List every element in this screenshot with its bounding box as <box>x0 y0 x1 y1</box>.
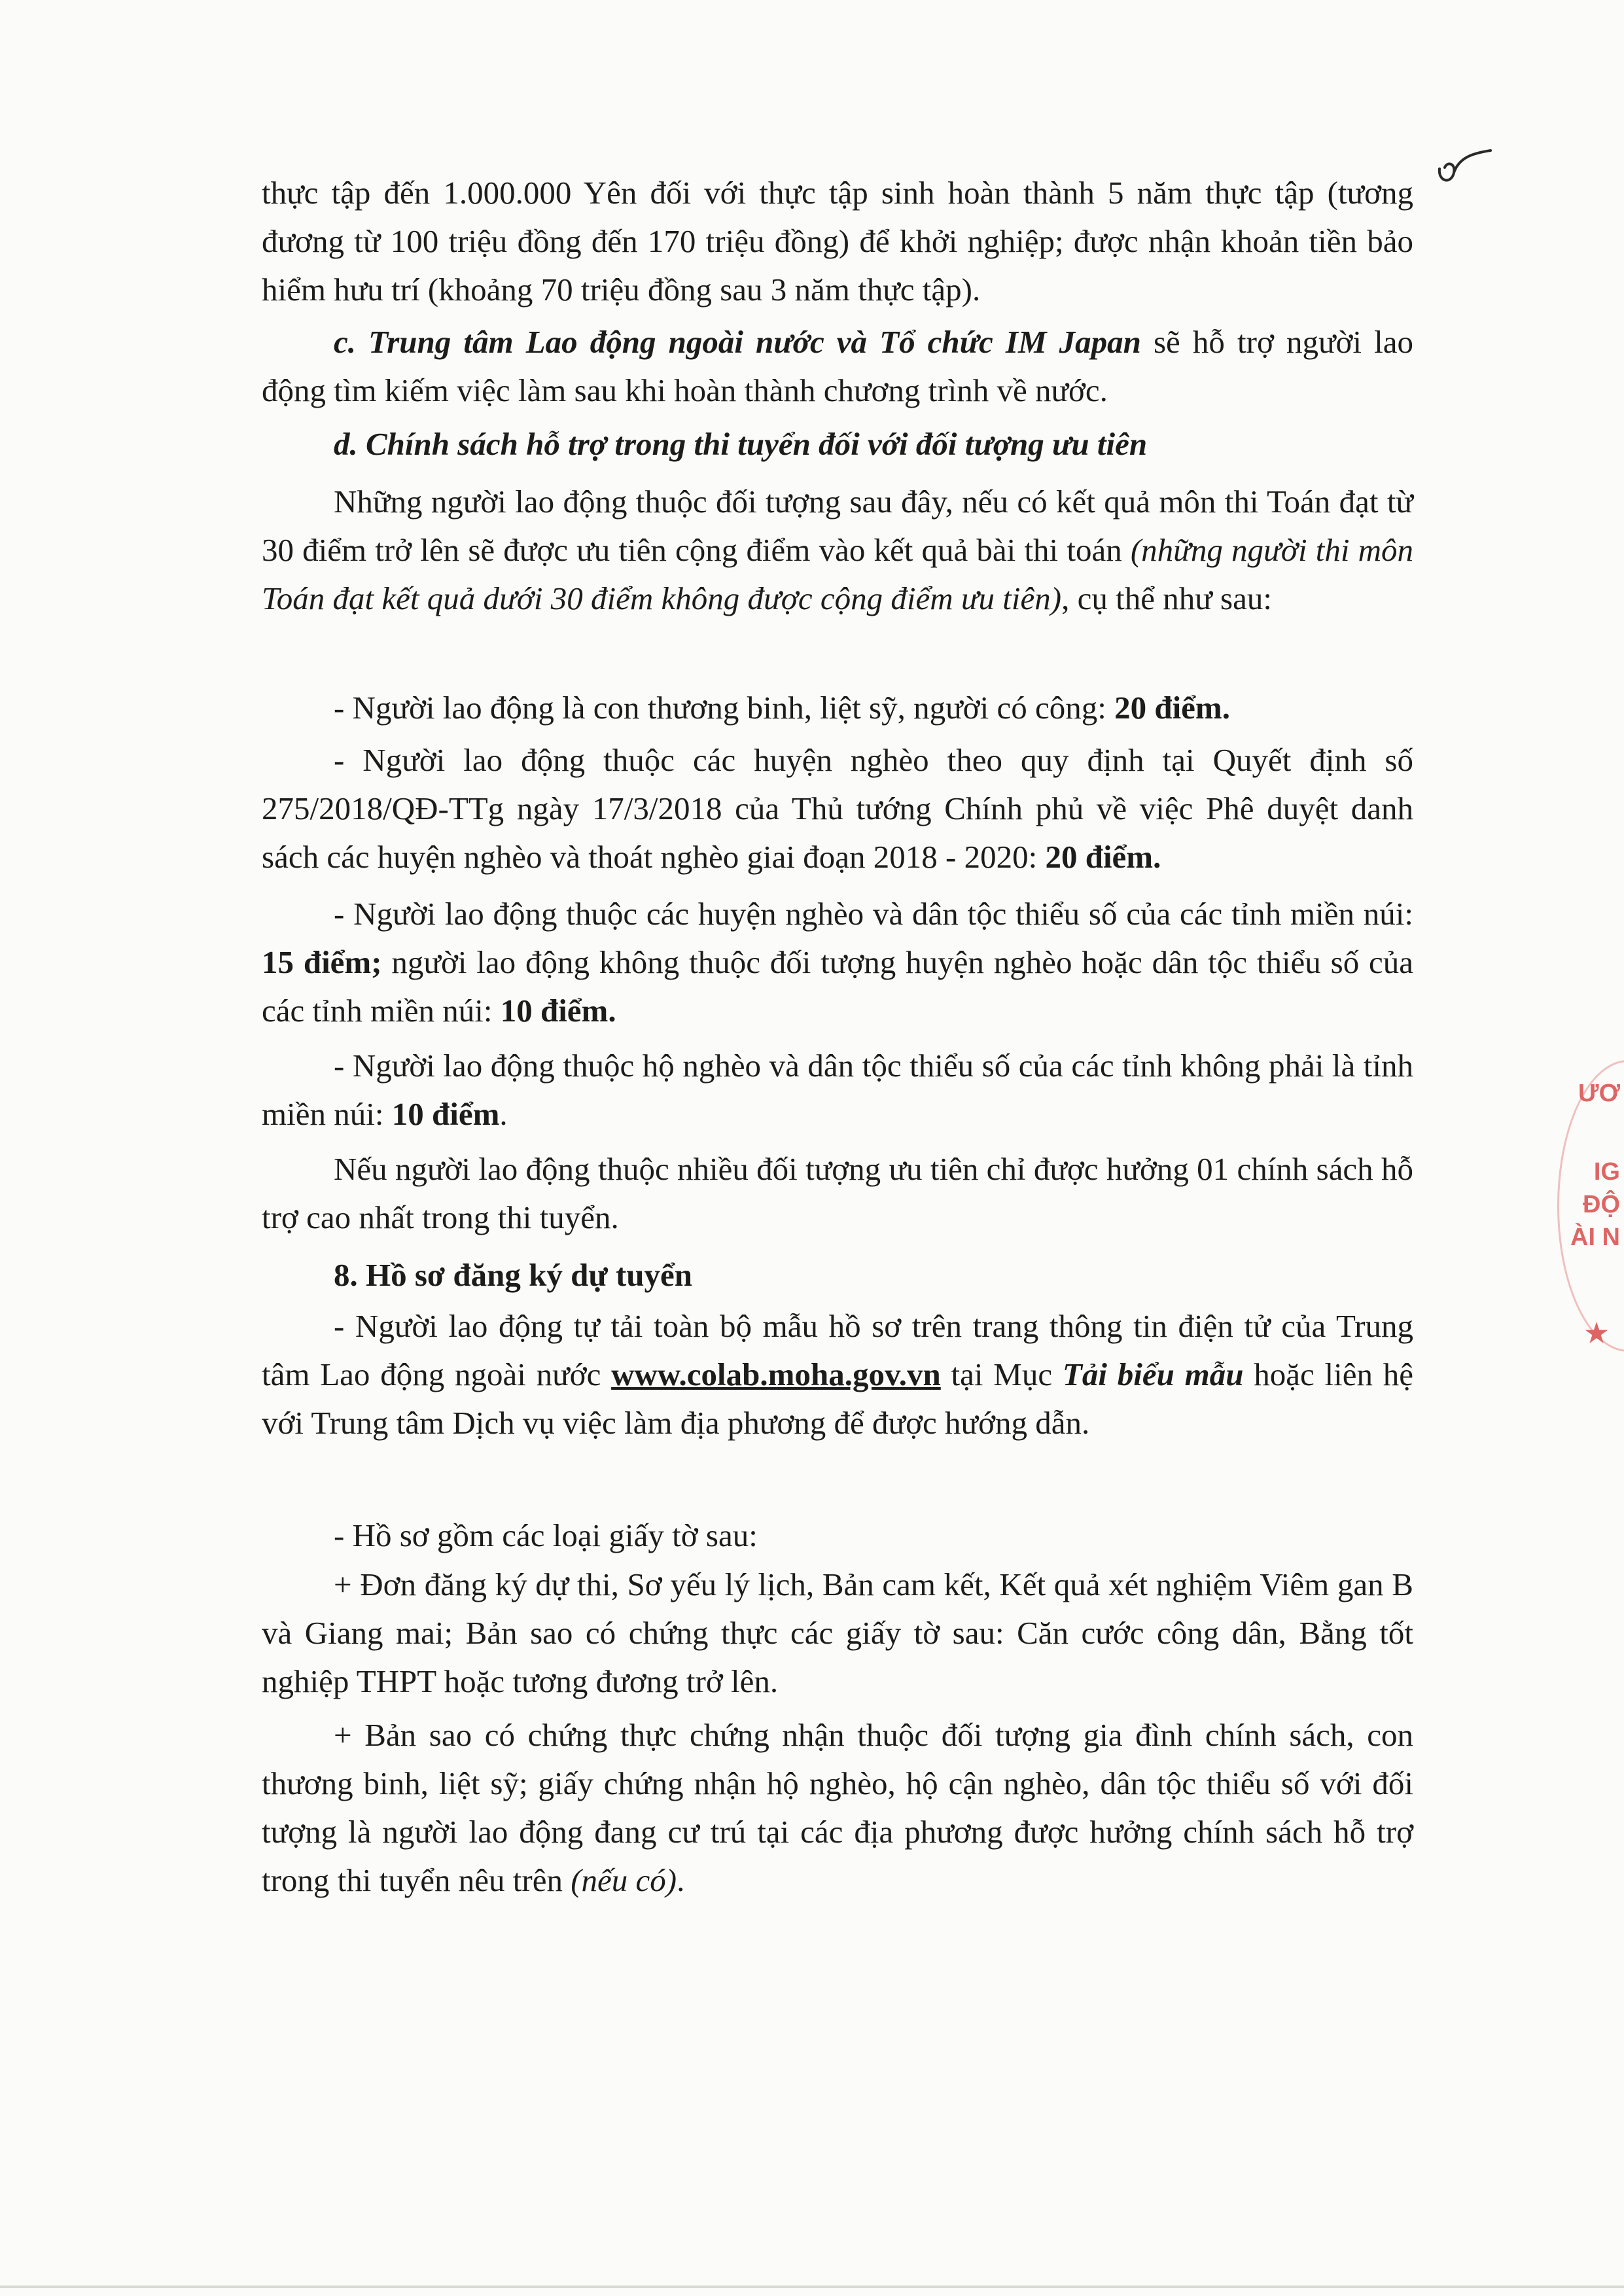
section-8-paragraph-4 <box>262 1711 1413 1905</box>
stamp-text-4: ÀI N <box>1570 1224 1620 1251</box>
bullet-2-text: - Người lao động thuộc các huyện nghèo theo quy định tại Quyết định số 275/2018/QĐ-TTg ngày 17/3/2018 của Thủ tướng Chính phủ về việc Phê duyệt danh sách các huyện nghèo và thoát nghèo giai đoạn 2018 - 2020: <box>262 742 1413 875</box>
section-8-paragraph-2 <box>262 1511 1413 1560</box>
d-intro-text: Những người lao động thuộc đối tượng sau đây, nếu có kết quả môn thi Toán đạt từ 30 điểm trở lên sẽ được ưu tiên cộng điểm vào kết quả bài thi toán <box>262 484 1413 568</box>
bullet-4-points: 10 điểm <box>391 1096 500 1132</box>
bullet-4-text: - Người lao động thuộc hộ nghèo và dân tộc thiểu số của các tỉnh không phải là tỉnh miền núi: <box>262 1048 1413 1132</box>
section-c-text: sẽ hỗ trợ người lao động tìm kiếm việc làm sau khi hoàn thành chương trình về nước. <box>262 324 1413 408</box>
stamp-text-1: ƯƠ <box>1578 1080 1620 1107</box>
bullet-3-text-b: người lao động không thuộc đối tượng huyện nghèo hoặc dân tộc thiểu số của các tỉnh miền núi: <box>262 944 1414 1029</box>
multi-priority-text: Nếu người lao động thuộc nhiều đối tượng ưu tiên chỉ được hưởng 01 chính sách hỗ trợ cao nhất trong thi tuyển. <box>262 1151 1413 1235</box>
bullet-3-text: - Người lao động thuộc các huyện nghèo và dân tộc thiểu số của các tỉnh miền núi: <box>334 896 1413 932</box>
bullet-2-points: 20 điểm. <box>1045 839 1161 875</box>
section-c-heading: c. Trung tâm Lao động ngoài nước và Tổ chức IM Japan <box>334 324 1141 360</box>
paragraph-multi-priority <box>262 1145 1413 1242</box>
bullet-1-text: - Người lao động là con thương binh, liệt sỹ, người có công: <box>334 690 1115 726</box>
bullet-2 <box>262 736 1413 881</box>
stamp-star-icon: ★ <box>1585 1319 1608 1348</box>
initial-signature-mark <box>1434 144 1493 190</box>
bullet-3-points-b: 10 điểm. <box>500 993 616 1029</box>
paragraph-continuation <box>262 169 1413 314</box>
colab-website-link[interactable]: www.colab.moha.gov.vn <box>611 1356 941 1392</box>
bullet-1-points: 20 điểm. <box>1114 690 1230 726</box>
s8-p4-text: + Bản sao có chứng thực chứng nhận thuộc đối tượng gia đình chính sách, con thương binh, liệt sỹ; giấy chứng nhận hộ nghèo, hộ cận nghèo, dân tộc thiểu số với đối tượng là người lao động đang cư trú tại các địa phương được hưởng chính sách hỗ trợ trong thi tuyển nêu trên <box>262 1717 1413 1898</box>
bullet-1 <box>262 684 1413 732</box>
paragraph-text: thực tập đến 1.000.000 Yên đối với thực tập sinh hoàn thành 5 năm thực tập (tương đương từ 100 triệu đồng đến 170 triệu đồng) để khởi nghiệp; được nhận khoản tiền bảo hiểm hưu trí (khoảng 70 triệu đồng sau 3 năm thực tập). <box>262 175 1413 308</box>
section-8-paragraph-3 <box>262 1561 1413 1706</box>
section-8-title: 8. Hồ sơ đăng ký dự tuyển <box>334 1257 693 1293</box>
s8-p1-text-b: tại Mục <box>940 1356 1063 1392</box>
section-8-paragraph-1 <box>262 1302 1413 1447</box>
bullet-4 <box>262 1042 1413 1139</box>
paragraph-c <box>262 318 1413 415</box>
page-bottom-edge <box>0 2286 1624 2288</box>
d-intro-end: , cụ thể như sau: <box>1061 580 1272 616</box>
stamp-text-2: IG <box>1593 1158 1620 1186</box>
section-8-heading <box>262 1251 1413 1299</box>
red-seal-stamp <box>1551 1060 1624 1361</box>
s8-p1-section-name: Tải biểu mẫu <box>1062 1356 1244 1392</box>
s8-p1-text-a: - Người lao động tự tải toàn bộ mẫu hồ sơ trên trang thông tin điện tử của Trung tâm Lao động ngoài nước <box>262 1308 1413 1392</box>
s8-p4-end: . <box>677 1862 685 1898</box>
bullet-4-end: . <box>499 1096 508 1132</box>
bullet-3-points-a: 15 điểm; <box>262 944 382 980</box>
paragraph-d-intro <box>262 478 1413 623</box>
s8-p2-text: - Hồ sơ gồm các loại giấy tờ sau: <box>334 1517 758 1553</box>
stamp-text-3: ĐỘ <box>1583 1191 1620 1218</box>
s8-p4-italic: (nếu có) <box>571 1862 677 1898</box>
d-intro-italic: (những người thi môn Toán đạt kết quả dưới 30 điểm không được cộng điểm ưu tiên) <box>262 532 1413 616</box>
s8-p1-text-c: hoặc liên hệ với Trung tâm Dịch vụ việc làm địa phương để được hướng dẫn. <box>262 1356 1413 1441</box>
bullet-3 <box>262 890 1413 1035</box>
paragraph-d-heading <box>262 420 1413 468</box>
section-d-heading: d. Chính sách hỗ trợ trong thi tuyển đối với đối tượng ưu tiên <box>334 426 1148 462</box>
s8-p3-text: + Đơn đăng ký dự thi, Sơ yếu lý lịch, Bản cam kết, Kết quả xét nghiệm Viêm gan B và Giang mai; Bản sao có chứng thực các giấy tờ sau: Căn cước công dân, Bằng tốt nghiệp THPT hoặc tương đương trở lên. <box>262 1566 1413 1699</box>
